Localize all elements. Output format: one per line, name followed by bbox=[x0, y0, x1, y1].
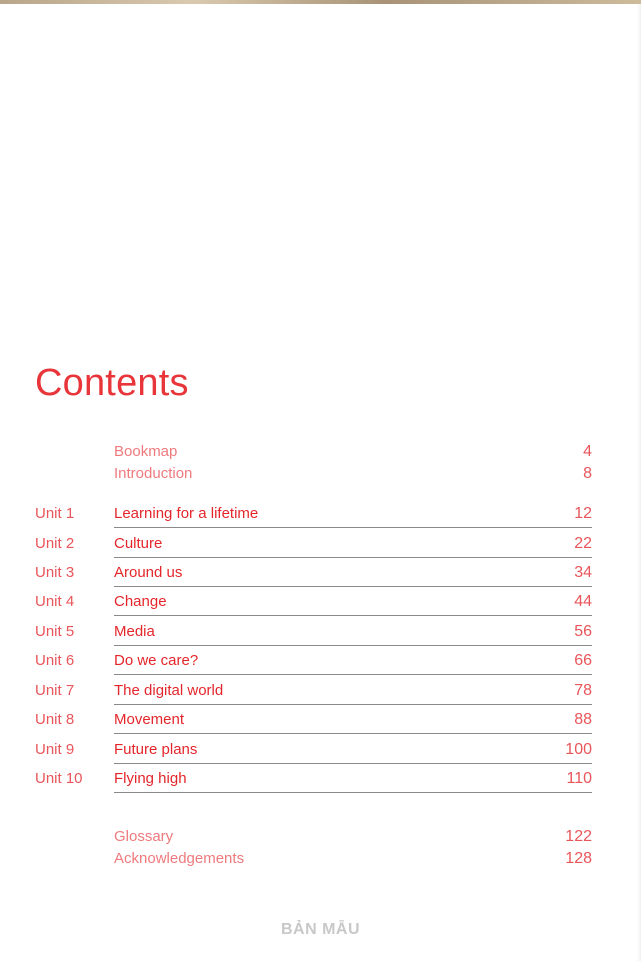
page-top-edge bbox=[0, 0, 641, 4]
unit-page: 22 bbox=[574, 535, 592, 552]
toc-entry-label: Bookmap bbox=[114, 443, 178, 460]
unit-page: 34 bbox=[574, 564, 592, 581]
toc-unit-8[interactable] bbox=[35, 708, 592, 730]
unit-number: Unit 10 bbox=[35, 770, 83, 787]
unit-number: Unit 6 bbox=[35, 652, 75, 669]
unit-page: 88 bbox=[574, 711, 592, 728]
unit-number: Unit 7 bbox=[35, 682, 75, 699]
unit-title: Change bbox=[114, 593, 167, 610]
toc-entry-page: 122 bbox=[565, 828, 592, 845]
toc-unit-10[interactable] bbox=[35, 767, 592, 789]
unit-page: 12 bbox=[574, 505, 592, 522]
unit-title: Culture bbox=[114, 535, 163, 552]
unit-title: Media bbox=[114, 623, 155, 640]
page-title: Contents bbox=[35, 362, 189, 404]
toc-entry-label: Glossary bbox=[114, 828, 174, 845]
toc-entry-glossary[interactable] bbox=[35, 825, 592, 847]
unit-page: 78 bbox=[574, 682, 592, 699]
unit-page: 56 bbox=[574, 623, 592, 640]
toc-entry-page: 8 bbox=[583, 465, 592, 482]
unit-number: Unit 4 bbox=[35, 593, 75, 610]
unit-number: Unit 9 bbox=[35, 741, 75, 758]
unit-title: Future plans bbox=[114, 741, 198, 758]
toc-entry-label: Introduction bbox=[114, 465, 193, 482]
toc-entry-introduction[interactable] bbox=[35, 462, 592, 484]
toc-entry-acknowledgements[interactable] bbox=[35, 847, 592, 869]
unit-number: Unit 2 bbox=[35, 535, 75, 552]
toc-entry-label: Acknowledgements bbox=[114, 850, 245, 867]
unit-title: The digital world bbox=[114, 682, 224, 699]
toc-unit-2[interactable] bbox=[35, 532, 592, 554]
toc-unit-9[interactable] bbox=[35, 738, 592, 760]
unit-page: 100 bbox=[565, 741, 592, 758]
unit-title: Do we care? bbox=[114, 652, 199, 669]
sample-watermark: BẢN MẪU bbox=[280, 921, 361, 938]
toc-unit-6[interactable] bbox=[35, 649, 592, 671]
toc-unit-1[interactable] bbox=[35, 502, 592, 524]
page-right-shadow bbox=[637, 4, 641, 961]
unit-number: Unit 1 bbox=[35, 505, 75, 522]
toc-unit-3[interactable] bbox=[35, 561, 592, 583]
unit-title: Movement bbox=[114, 711, 185, 728]
unit-number: Unit 8 bbox=[35, 711, 75, 728]
toc-unit-7[interactable] bbox=[35, 679, 592, 701]
unit-page: 110 bbox=[566, 770, 592, 787]
unit-number: Unit 3 bbox=[35, 564, 75, 581]
unit-page: 44 bbox=[574, 593, 592, 610]
toc-unit-5[interactable] bbox=[35, 620, 592, 642]
unit-title: Around us bbox=[114, 564, 183, 581]
toc-entry-page: 128 bbox=[565, 850, 592, 867]
unit-page: 66 bbox=[574, 652, 592, 669]
unit-title: Learning for a lifetime bbox=[114, 505, 259, 522]
toc-entry-bookmap[interactable] bbox=[35, 440, 592, 462]
toc-entry-page: 4 bbox=[583, 443, 592, 460]
unit-number: Unit 5 bbox=[35, 623, 75, 640]
unit-title: Flying high bbox=[114, 770, 187, 787]
toc-unit-4[interactable] bbox=[35, 590, 592, 612]
